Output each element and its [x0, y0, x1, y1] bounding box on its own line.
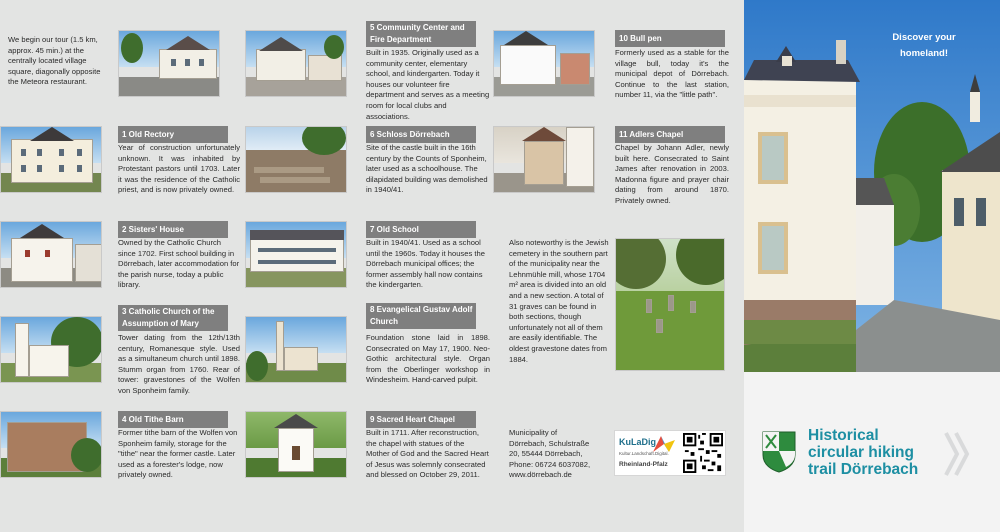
station-7-title: 7 Old School — [366, 221, 476, 238]
intro-text: We begin our tour (1.5 km, approx. 45 min.) at the centrally located village square, diagonally opposite the Meteora restaurant. — [8, 35, 101, 87]
kuladig-logo — [614, 430, 726, 476]
station-2-title: 2 Sisters' House — [118, 221, 228, 238]
station-2-text: Owned by the Catholic Church since 1702. First school building in Dörrebach, later accommodation for the parish nurse, today a public library. — [118, 238, 240, 290]
photo-adlers-chapel — [493, 126, 595, 193]
photo-old-tithe-barn — [0, 411, 102, 478]
cover-tagline-line-1: Discover your — [892, 32, 956, 43]
contact-block — [509, 428, 609, 481]
contact-line-2: Dörrebach, Schulstraße — [509, 438, 590, 448]
station-3-title: 3 Catholic Church of the Assumption of Mary — [118, 305, 228, 331]
station-1-text: Year of construction unfortunately unknown. It was inhabited by Protestant pastors until 1703. Later it was the residence of the Catholic priest, and is now privately owned. — [118, 143, 240, 195]
photo-old-school — [245, 221, 347, 288]
station-6-title: 6 Schloss Dörrebach — [366, 126, 476, 143]
photo-community-center — [245, 30, 347, 97]
cover-title-line-3: trail Dörrebach — [808, 461, 919, 478]
qr-code-icon[interactable] — [683, 433, 723, 473]
chevron-right-icon — [943, 430, 971, 478]
contact-line-1: Municipality of — [509, 428, 558, 437]
station-4-title: 4 Old Tithe Barn — [118, 411, 228, 428]
photo-jewish-cemetery — [615, 238, 725, 371]
station-8-text: Foundation stone laid in 1898. Consecrated on May 17, 1900. Neo-Gothic architectural style. Organ from the Oberlinger workshop in Windesheim. Hand-carved pulpit. — [366, 333, 490, 385]
cover-title-line-2: circular hiking — [808, 444, 914, 461]
station-9-title: 9 Sacred Heart Chapel — [366, 411, 476, 428]
photo-schloss — [245, 126, 347, 193]
station-6-text: Site of the castle built in the 16th century by the Counts of Sponheim, later used as a schoolhouse. The dilapidated building was demolished in 1940/41. — [366, 143, 488, 195]
photo-bull-pen — [493, 30, 595, 97]
photo-evangelical-church — [245, 316, 347, 383]
station-5-title: 5 Community Center and Fire Department — [366, 21, 476, 47]
kuladig-name: KuLaDig — [619, 437, 656, 447]
coat-of-arms-icon — [762, 431, 796, 473]
cover-title — [808, 427, 948, 478]
photo-sacred-heart-chapel — [245, 411, 347, 478]
photo-catholic-church — [0, 316, 102, 383]
station-8-title: 8 Evangelical Gustav Adolf Church — [366, 303, 476, 329]
station-10-text: Formerly used as a stable for the village bull, today it's the municipal depot of Dörrebach. Continue to the last station, number 11, via the "little path". — [615, 48, 729, 100]
cover-title-line-1: Historical — [808, 427, 879, 444]
kuladig-region: Rheinland-Pfalz — [619, 461, 668, 468]
cover-tagline-line-2: homeland! — [899, 48, 949, 59]
station-1-title: 1 Old Rectory — [118, 126, 228, 143]
station-3-text: Tower dating from the 12th/13th century, Romanesque style. Used as a simultaneum church until 1898. Stumm organ from 1760. Rear of tower: gravestones of the Wolfen von Sponheim family. — [118, 333, 240, 395]
station-4-text: Former tithe barn of the Wolfen von Sponheim family, storage for the "tithe" near the former castle. Later used as a forester's lodge, now privately owned. — [118, 428, 238, 480]
station-10-title: 10 Bull pen — [615, 30, 725, 47]
contact-line-3: 20, 55444 Dörrebach, — [509, 449, 583, 459]
photo-village-square — [118, 30, 220, 97]
kuladig-subtitle: Kultur.Landschaft.Digital. — [619, 451, 669, 456]
kuladig-mark-icon — [653, 436, 675, 452]
station-9-text: Built in 1711. After reconstruction, the chapel with statues of the Mother of God and the Sacred Heart of Jesus was solemnly consecrated and blessed on October 29, 2011. — [366, 428, 489, 480]
cover-tagline — [876, 30, 972, 62]
cemetery-text: Also noteworthy is the Jewish cemetery in the southern part of the municipality near the Lehnmühle mill, whose 1704 m² area is divided into an old and a new section. A total of 31 graves can be found in both sections, though unfortunately not all of them are easily identifiable. The oldest gravestone dates from 1884. — [509, 238, 609, 364]
contact-website[interactable]: www.dörrebach.de — [509, 470, 572, 480]
station-7-text: Built in 1940/41. Used as a school until the 1960s. Today it houses the Dörrebach municipal offices; the former assembly hall now contains the kindergarten. — [366, 238, 485, 290]
station-11-text: Chapel by Johann Adler, newly built here. Consecrated to Saint James after renovation in 2003. Madonna figure and prayer chair dating from around 1870. Privately owned. — [615, 143, 729, 205]
photo-sisters-house — [0, 221, 102, 288]
station-5-text: Built in 1935. Originally used as a community center, elementary school, and kindergarten. Today it houses our volunteer fire department and serves as a meeting room for local clubs and associations. — [366, 48, 490, 121]
contact-line-4: Phone: 06724 6037082, — [509, 459, 591, 469]
station-11-title: 11 Adlers Chapel — [615, 126, 725, 143]
photo-old-rectory — [0, 126, 102, 193]
